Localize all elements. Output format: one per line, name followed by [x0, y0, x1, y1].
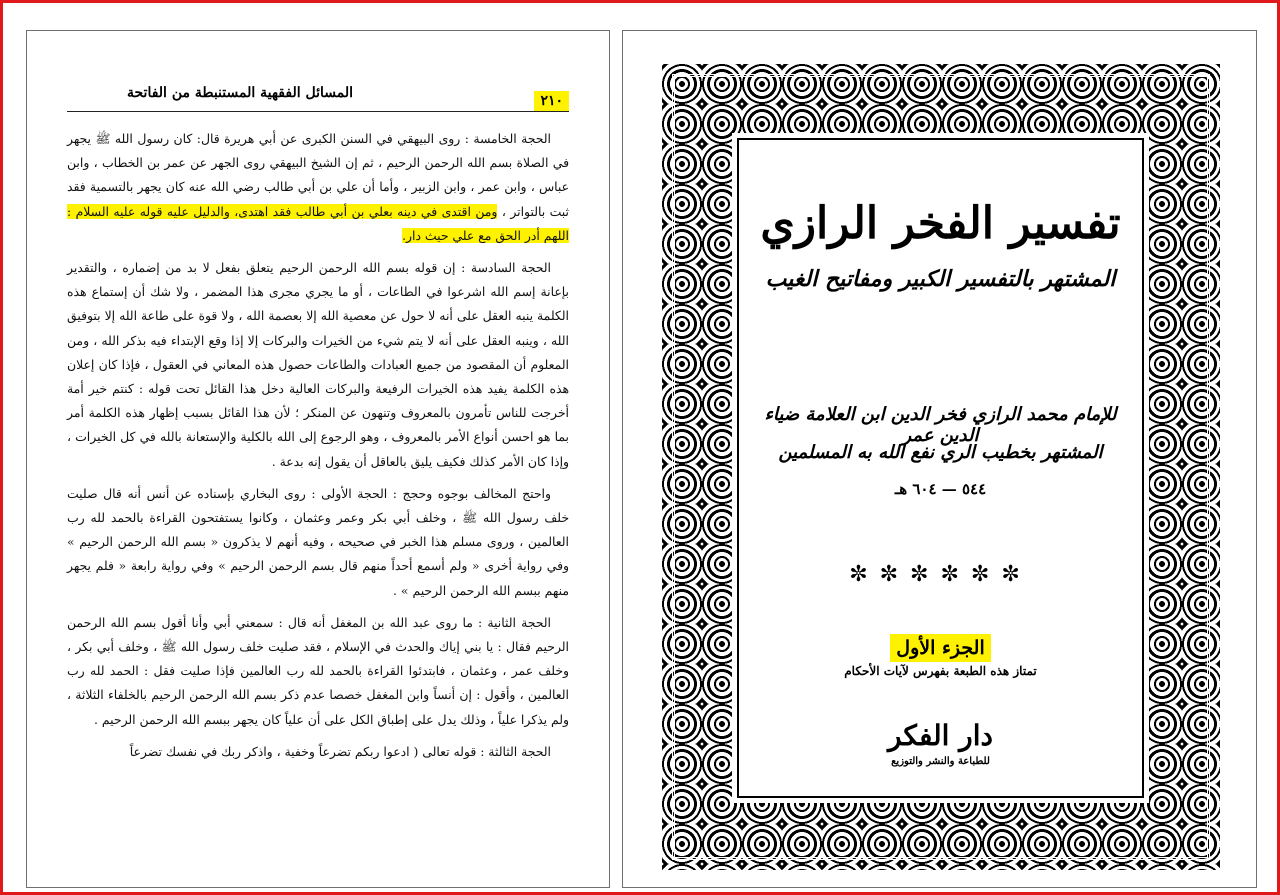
paragraph-1: [67, 127, 569, 248]
paragraph-4-text: الحجة الثانية : ما روى عبد الله بن المغفل أنه قال : سمعني أبي وأنا أقول بسم الله الرحمن الرحيم فقال : يا بني إياك والحدث في الإسلام ، فقد صليت خلف رسول الله ﷺ ، وخلف أبي بكر ، وخلف عمر ، وعثمان ، فابتدئوا القراءة بالحمد لله رب العالمين فإذا صليت فقل : الحمد لله رب العالمين ، وأقول : إن أنساً وابن المغفل خصصا عدم ذكر بسم الله الرحمن الرحيم بالخلفاء الثلاثة ، ولم يذكرا علياً ، وذلك يدل على إطباق الكل على أن علياً كان يجهر ببسم الله الرحمن الرحيم .: [67, 614, 569, 727]
paragraph-2: [67, 256, 569, 474]
running-title: المسائل الفقهية المستنبطة من الفاتحة: [127, 85, 354, 101]
publisher-subtitle: للطباعة والنشر والتوزيع: [891, 756, 990, 767]
page-header: [67, 83, 569, 112]
publisher-logo: دار الفكر: [888, 719, 993, 752]
left-page: [26, 30, 610, 888]
book-subtitle: المشتهر بالتفسير الكبير ومفاتيح الغيب: [765, 266, 1116, 292]
paragraph-2-text: الحجة السادسة : إن قوله بسم الله الرحمن الرحيم يتعلق بفعل لا بد من إضماره ، والتقدير بإعانة إسم الله اشرعوا في الطاعات ، أو ما يجري مجرى هذا المضمر ، ولا شك أن إستماع هذه الكلمة ينبه العقل على أنه لا حول عن معصية الله إلا بعصمة الله ، ولا قوة على طاعة الله إلا بتوفيق الله ، وينبه العقل على أنه لا يتم شيء من الخيرات والبركات إلا إذا وقع الإبتداء فيه بذكر الله ، ومن المعلوم أن المقصود من جميع العبادات والطاعات حصول هذه المعاني في العقول ، فإذا كان إعلان هذه الكلمة يفيد هذه الخيرات الرفيعة والبركات العالية دخل هذا القائل تحت قوله : كنتم خير أمة أخرجت للناس تأمرون بالمعروف وتنهون عن المنكر ؛ لأن هذا القائل بسبب إظهار هذه الكلمة أمر بما هو احسن أنواع الأمر بالمعروف ، وهو الرجوع إلى الله بالكلية والإستعانة بالله في كل الخيرات ، وإذا كان الأمر كذلك فكيف يليق بالعاقل أن يقول إنه بدعة .: [67, 260, 569, 469]
author-line-2: المشتهر بخطيب الري نفع الله به المسلمين: [778, 442, 1103, 463]
paragraph-4: [67, 611, 569, 732]
cover-panel: [737, 138, 1144, 798]
author-line-1: للإمام محمد الرازي فخر الدين ابن العلامة ضياء الدين عمر: [764, 404, 1117, 446]
paragraph-3-text: واحتج المخالف بوجوه وحجج : الحجة الأولى : روى البخاري بإسناده عن أنس أنه قال صليت خلف رسول الله ﷺ ، وخلف أبي بكر وعمر وعثمان ، وكانوا يستفتحون القراءة بالحمد لله رب العالمين ، وروى مسلم هذا الخبر في صحيحه ، وفيه أنهم لا يذكرون « بسم الله الرحمن الرحيم » وفي رواية أخرى « ولم أسمع أحداً منهم قال بسم الرحمن الرحيم » وفي رواية رابعة « فلم يجهر منهم ببسم الله الرحمن الرحيم » .: [67, 485, 569, 598]
book-title: تفسير الفخر الرازي: [760, 198, 1121, 249]
edition-note: تمتاز هذه الطبعة بفهرس لآيات الأحكام: [844, 664, 1037, 678]
highlighted-passage: ومن اقتدى في دينه بعلي بن أبي طالب فقد اهتدى، والدليل عليه قوله عليه السلام : اللهم أدر الحق مع علي حيث دار.: [67, 203, 569, 243]
paragraph-5: [67, 740, 569, 764]
paragraph-1-text: الحجة الخامسة : روى البيهقي في السنن الكبرى عن أبي هريرة قال: كان رسول الله ﷺ يجهر في الصلاة بسم الله الرحمن الرحيم ، ثم إن الشيخ البيهقي روى الجهر عن عمر بن الخطاب ، وابن عباس ، وابن عمر ، وابن الزبير ، وأما أن علي بن أبي طالب رضي الله عنه كان يجهر بالتسمية فقد ثبت بالتواتر ،: [67, 131, 569, 219]
right-page: [622, 30, 1257, 888]
author-years: ٥٤٤ — ٦٠٤ هـ: [894, 480, 987, 498]
star-ornaments: ✼✼✼✼✼✼: [849, 562, 1032, 587]
volume-label-text: الجزء الأول: [890, 634, 990, 662]
body-text: [67, 127, 569, 772]
paragraph-5-text: الحجة الثالثة : قوله تعالى ( ادعوا ربكم تضرعاً وخفية ، واذكر ربك في نفسك تضرعاً: [129, 743, 551, 759]
paragraph-3: [67, 482, 569, 603]
page-number: ٢١٠: [534, 91, 569, 111]
volume-label: [739, 634, 1142, 664]
